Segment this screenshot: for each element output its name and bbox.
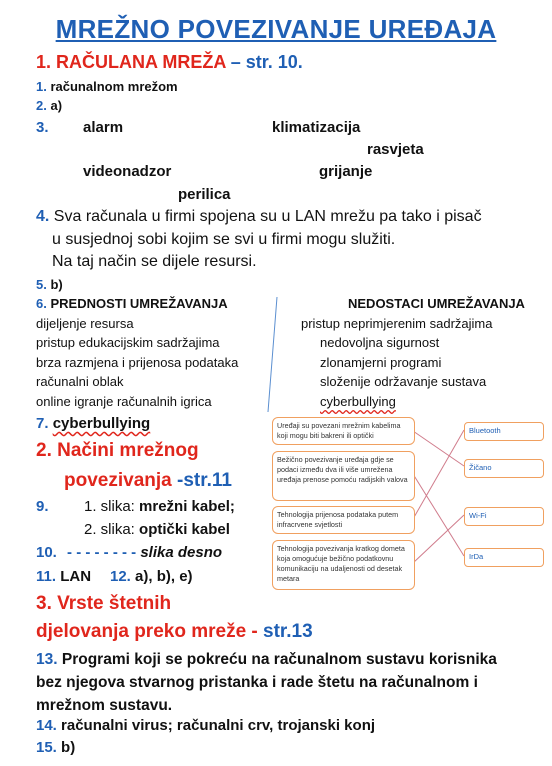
answer-10-text: slika desno — [140, 544, 223, 561]
answer-9-line-1-value: mrežni kabel; — [139, 498, 235, 515]
answer-12-num: 12. — [110, 568, 131, 585]
advantage-item: računalni oblak — [36, 374, 124, 389]
section-1-ref: – str. 10. — [230, 52, 303, 72]
section-2-title-word: povezivanja — [64, 470, 172, 491]
section-1-title: 1. RAČULANA MREŽA — [36, 52, 226, 72]
answer-10-dashes: - - - - - - - - — [67, 544, 137, 561]
disadvantage-item: pristup neprimjerenim sadržajima — [301, 316, 493, 331]
answer-12-text: a), b), e) — [135, 568, 193, 585]
diagram-tag-irda: IrDa — [464, 548, 544, 567]
answer-3-word: perilica — [178, 186, 231, 203]
answer-9-line-2-prefix: 2. slika: — [84, 521, 140, 538]
answer-11-num: 11. — [36, 568, 57, 585]
diagram-tag-wifi: Wi-Fi — [464, 507, 544, 526]
answer-3-word: videonadzor — [83, 163, 172, 180]
answer-15-num: 15. — [36, 739, 57, 756]
advantage-item: online igranje računalnih igrica — [36, 394, 212, 409]
answer-5-text: b) — [50, 277, 63, 292]
answer-2-text: a) — [50, 98, 63, 113]
answer-15-text: b) — [61, 739, 76, 756]
advantage-item: pristup edukacijskim sadržajima — [36, 335, 220, 350]
disadvantage-item: složenije održavanje sustava — [320, 374, 487, 389]
answer-4-num: 4. — [36, 208, 50, 225]
answer-5-num: 5. — [36, 277, 47, 292]
section-3-title-line-1: 3. Vrste štetnih — [36, 593, 172, 614]
answer-13-line-1: Programi koji se pokreću na računalnom sustavu korisnika — [61, 651, 497, 668]
answer-4-line-3: Na taj način se dijele resursi. — [52, 253, 257, 270]
diagram-box-wired: Uređaji su povezani mrežnim kabelima koji mogu biti bakreni ili optički — [272, 417, 415, 445]
answer-9-num: 9. — [36, 498, 49, 515]
section-3-ref: str.13 — [263, 621, 313, 642]
answer-3-num: 3. — [36, 119, 49, 136]
advantage-item: dijeljenje resursa — [36, 316, 134, 331]
answer-11-text: LAN — [60, 568, 92, 585]
answer-10-num: 10. — [36, 544, 57, 561]
answer-2-num: 2. — [36, 98, 47, 113]
answer-4-line-1: Sva računala u firmi spojena su u LAN mrežu pa tako i pisač — [53, 208, 482, 225]
diagram-box-short-range: Tehnologija povezivanja kratkog dometa koja omogućuje bežično podatkovnu komunikaciju na udaljenosti od desetak metara — [272, 540, 415, 590]
diagram-tag-wired: Žičano — [464, 459, 544, 478]
answer-13-num: 13. — [36, 651, 58, 668]
answer-1-text: računalnom mrežom — [50, 79, 178, 94]
diagram-box-wireless: Bežično povezivanje uređaja gdje se podaci između dva ili više umrežena uređaja prenose pomoću radijskih valova — [272, 451, 415, 501]
page-title: MREŽNO POVEZIVANJE UREĐAJA — [55, 14, 497, 44]
disadvantage-item: cyberbullying — [320, 394, 396, 409]
section-2-title-line-1: 2. Načini mrežnog — [36, 440, 199, 461]
disadvantage-item: zlonamjerni programi — [320, 355, 442, 370]
answer-7-num: 7. — [36, 415, 49, 432]
answer-3-word: grijanje — [319, 163, 373, 180]
answer-3-word: alarm — [83, 119, 124, 136]
advantage-item: brza razmjena i prijenosa podataka — [36, 355, 239, 370]
answer-9-line-2-value: optički kabel — [139, 521, 230, 538]
disadvantage-item: nedovoljna sigurnost — [320, 335, 440, 350]
section-2-ref: -str.11 — [177, 470, 232, 491]
answer-13-line-2: bez njegova stvarnog pristanka i rade štetu na računalnom i — [36, 674, 478, 691]
answer-6-num: 6. — [36, 296, 47, 311]
advantages-title: PREDNOSTI UMREŽAVANJA — [50, 296, 228, 311]
answer-9-line-1-prefix: 1. slika: — [84, 498, 140, 515]
answer-1-num: 1. — [36, 79, 47, 94]
answer-7-text: cyberbullying — [52, 415, 151, 432]
answer-4-line-2: u susjednoj sobi kojim se svi u firmi mogu služiti. — [52, 231, 396, 248]
answer-13-line-3: mrežnom sustavu. — [36, 697, 173, 714]
diagram-tag-bluetooth: Bluetooth — [464, 422, 544, 441]
diagram-box-infrared: Tehnologija prijenosa podataka putem infracrvene svjetlosti — [272, 506, 415, 534]
answer-14-num: 14. — [36, 717, 57, 734]
answer-3-word: klimatizacija — [272, 119, 361, 136]
disadvantages-title: NEDOSTACI UMREŽAVANJA — [348, 296, 525, 311]
answer-14-text: računalni virus; računalni crv, trojanski konj — [61, 717, 376, 734]
section-3-title-text: djelovanja preko mreže - — [36, 621, 258, 642]
answer-3-word: rasvjeta — [367, 141, 424, 158]
